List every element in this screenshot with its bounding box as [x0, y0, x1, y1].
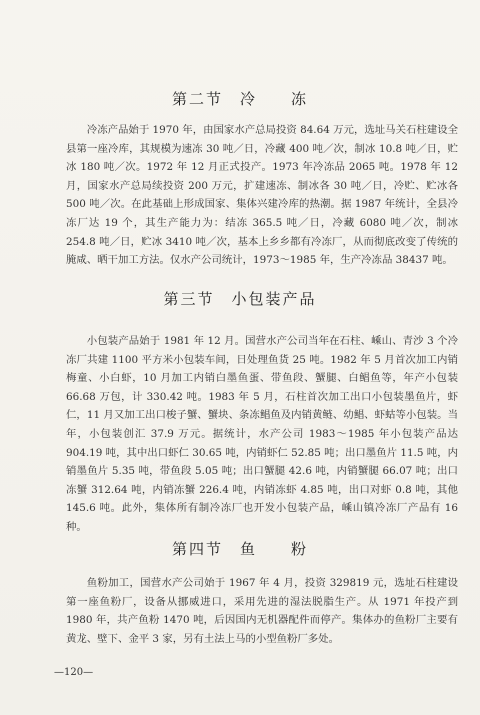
- section-title-fishmeal: 第四节 鱼 粉: [171, 540, 308, 558]
- section-title-freezing: 第二节 冷 冻: [171, 90, 308, 108]
- paragraph-freezing: 冷冻产品始于 1970 年，由国家水产总局投资 84.64 万元，选址马关石柱建设全县第一座冷库，其规模为速冻 30 吨／日，冷藏 400 吨／次，制冰 10.8 吨／日，贮冰 180 吨／次。1972 年 12 月正式投产。1973 年冷冻品 2065 吨。1978 年 12 月，国家水产总局续投资 200 万元，扩建速冻、制冰各 30 吨／日，冷贮、贮冰各 500 吨／次。在此基础上形成国家、集体兴建冷库的热潮。据 1987 年统计，全县冷冻厂达 19 个，其生产能力为：结冻 365.5 吨／日，冷藏 6080 吨／次，制冰 254.8 吨／日，贮冰 3410 吨／次，基本上乡乡都有冷冻厂，从而彻底改变了传统的腌咸、晒干加工方法。仅水产公司统计，1973～1985 年，生产冷冻品 38437 吨。: [66, 124, 458, 267]
- paragraph-fishmeal: 鱼粉加工，国营水产公司始于 1967 年 4 月，投资 329819 元，选址石柱建设第一座鱼粉厂，设备从挪威进口，采用先进的湿法脱脂生产。从 1971 年投产到 1980 年，共产鱼粉 1470 吨，后因国内无机器配件而停产。集体办的鱼粉厂主要有黄龙、壁下、金平 3 家，另有土法上马的小型鱼粉厂多处。: [66, 577, 458, 645]
- paragraph-small-package: 小包装产品始于 1981 年 12 月。国营水产公司当年在石柱、嵊山、青沙 3 个冷冻厂共建 1100 平方米小包装车间，日处理鱼货 25 吨。1982 年 5 月首次加工内销梅童、小白虾，10 月加工内销白墨鱼蛋、带鱼段、蟹腿、白鲳鱼等，年产小包装 66.68 万包，计 330.42 吨。1983 年 5 月，石柱首次加工出口小包装墨鱼片，虾仁，11 月又加工出口梭子蟹、蟹块、条冻鲳鱼及内销黄鲢、幼鲳、虾蛄等小包装。当年，小包装创汇 37.9 万元。据统计，水产公司 1983～1985 年小包装产品达 904.19 吨，其中出口虾仁 30.65 吨，内销虾仁 52.85 吨；出口墨鱼片 11.5 吨，内销墨鱼片 5.35 吨，带鱼段 5.05 吨；出口蟹腿 42.6 吨，内销蟹腿 66.07 吨；出口冻蟹 312.64 吨，内销冻蟹 226.4 吨，内销冻虾 4.85 吨，出口对虾 0.8 吨，其他 145.6 吨。此外，集体所有制冷冻厂也开发小包装产品，嵊山镇冷冻厂产品有 16 种。: [66, 335, 458, 533]
- page-number: —120—: [54, 667, 94, 678]
- section-title-small-package: 第三节 小包装产品: [163, 290, 317, 308]
